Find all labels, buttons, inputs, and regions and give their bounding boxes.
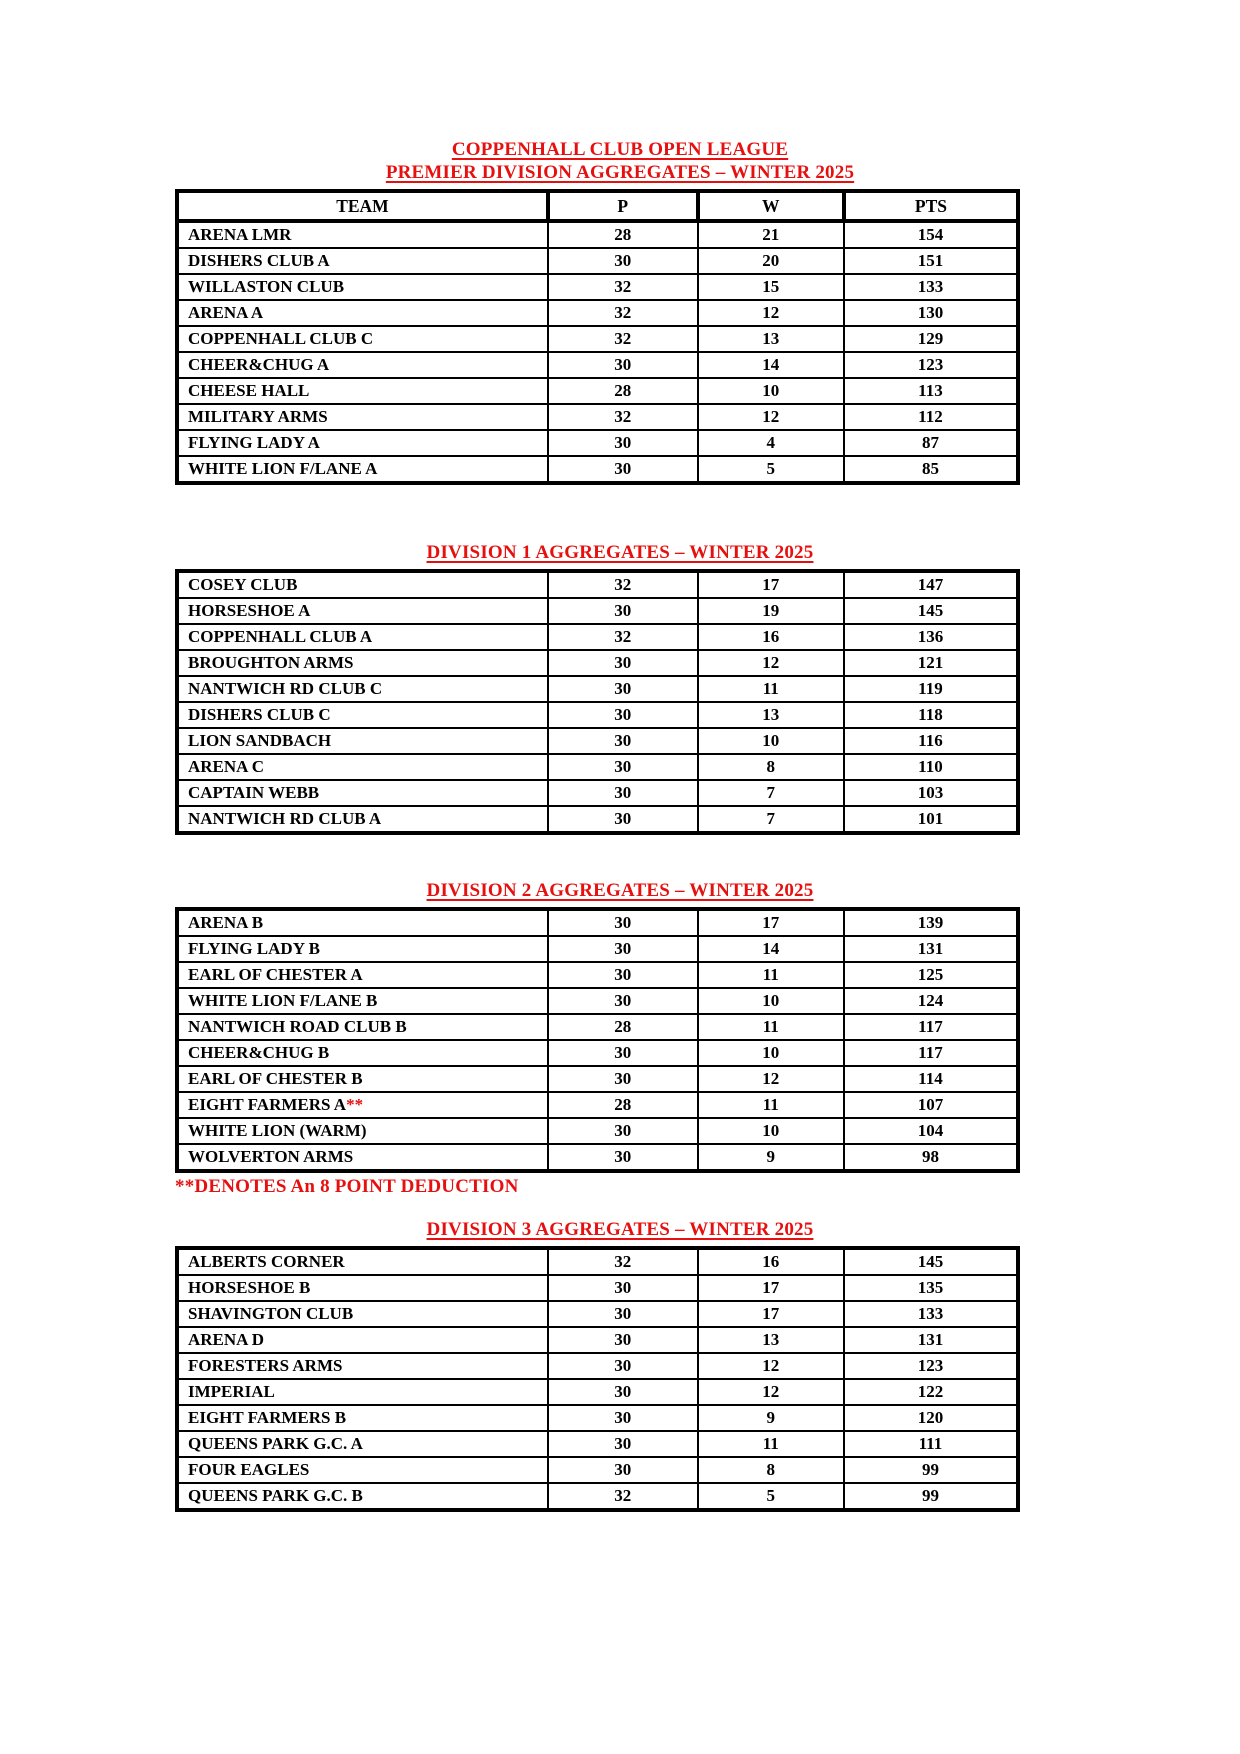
team-cell: HORSESHOE A <box>177 598 548 624</box>
played-cell: 30 <box>548 1431 698 1457</box>
points-cell: 85 <box>844 456 1018 483</box>
played-cell: 30 <box>548 1040 698 1066</box>
table-row <box>177 1431 1018 1457</box>
table-row <box>177 988 1018 1014</box>
team-cell: QUEENS PARK G.C. B <box>177 1483 548 1510</box>
played-cell: 32 <box>548 1248 698 1275</box>
played-cell: 30 <box>548 352 698 378</box>
points-cell: 101 <box>844 806 1018 833</box>
team-cell: ARENA C <box>177 754 548 780</box>
points-cell: 147 <box>844 571 1018 598</box>
points-cell: 131 <box>844 1327 1018 1353</box>
table-row <box>177 1118 1018 1144</box>
points-cell: 112 <box>844 404 1018 430</box>
wins-cell: 10 <box>698 378 844 404</box>
table-row <box>177 1457 1018 1483</box>
points-cell: 133 <box>844 274 1018 300</box>
points-cell: 119 <box>844 676 1018 702</box>
wins-cell: 9 <box>698 1144 844 1171</box>
table-row <box>177 1327 1018 1353</box>
table-row <box>177 274 1018 300</box>
wins-cell: 16 <box>698 1248 844 1275</box>
played-cell: 30 <box>548 1405 698 1431</box>
team-cell: ALBERTS CORNER <box>177 1248 548 1275</box>
deduction-mark: ** <box>346 1095 364 1114</box>
team-cell: NANTWICH ROAD CLUB B <box>177 1014 548 1040</box>
played-cell: 32 <box>548 274 698 300</box>
column-header-wins: W <box>698 191 844 221</box>
table-row <box>177 780 1018 806</box>
points-cell: 110 <box>844 754 1018 780</box>
wins-cell: 12 <box>698 650 844 676</box>
wins-cell: 7 <box>698 806 844 833</box>
table-row <box>177 404 1018 430</box>
wins-cell: 12 <box>698 1379 844 1405</box>
wins-cell: 13 <box>698 326 844 352</box>
division2-table <box>175 907 1020 1173</box>
played-cell: 30 <box>548 1457 698 1483</box>
wins-cell: 7 <box>698 780 844 806</box>
team-cell: LION SANDBACH <box>177 728 548 754</box>
points-cell: 135 <box>844 1275 1018 1301</box>
points-cell: 103 <box>844 780 1018 806</box>
played-cell: 30 <box>548 728 698 754</box>
team-cell: WHITE LION F/LANE B <box>177 988 548 1014</box>
points-cell: 122 <box>844 1379 1018 1405</box>
wins-cell: 10 <box>698 728 844 754</box>
table-row <box>177 702 1018 728</box>
table-row <box>177 728 1018 754</box>
played-cell: 30 <box>548 1066 698 1092</box>
wins-cell: 10 <box>698 1040 844 1066</box>
points-cell: 116 <box>844 728 1018 754</box>
played-cell: 30 <box>548 1275 698 1301</box>
wins-cell: 4 <box>698 430 844 456</box>
points-cell: 125 <box>844 962 1018 988</box>
points-cell: 117 <box>844 1040 1018 1066</box>
wins-cell: 11 <box>698 1014 844 1040</box>
team-cell <box>177 1092 548 1118</box>
played-cell: 32 <box>548 404 698 430</box>
team-cell: ARENA A <box>177 300 548 326</box>
played-cell: 30 <box>548 1353 698 1379</box>
wins-cell: 12 <box>698 1353 844 1379</box>
table-row <box>177 936 1018 962</box>
wins-cell: 17 <box>698 1275 844 1301</box>
played-cell: 30 <box>548 598 698 624</box>
table-header-row <box>177 191 1018 221</box>
table-row <box>177 221 1018 248</box>
played-cell: 28 <box>548 221 698 248</box>
wins-cell: 20 <box>698 248 844 274</box>
column-header-played: P <box>548 191 698 221</box>
table-row <box>177 352 1018 378</box>
league-title: COPPENHALL CLUB OPEN LEAGUE <box>451 139 789 160</box>
table-row <box>177 1301 1018 1327</box>
points-cell: 131 <box>844 936 1018 962</box>
table-row <box>177 754 1018 780</box>
table-row <box>177 1066 1018 1092</box>
wins-cell: 21 <box>698 221 844 248</box>
points-cell: 99 <box>844 1457 1018 1483</box>
wins-cell: 13 <box>698 1327 844 1353</box>
played-cell: 30 <box>548 1118 698 1144</box>
points-cell: 133 <box>844 1301 1018 1327</box>
played-cell: 30 <box>548 650 698 676</box>
played-cell: 30 <box>548 962 698 988</box>
wins-cell: 14 <box>698 936 844 962</box>
played-cell: 30 <box>548 248 698 274</box>
team-cell: ARENA D <box>177 1327 548 1353</box>
team-cell: EIGHT FARMERS B <box>177 1405 548 1431</box>
played-cell: 30 <box>548 1327 698 1353</box>
team-cell: FOUR EAGLES <box>177 1457 548 1483</box>
played-cell: 32 <box>548 300 698 326</box>
table-row <box>177 378 1018 404</box>
division3-title: DIVISION 3 AGGREGATES – WINTER 2025 <box>426 1219 814 1240</box>
played-cell: 30 <box>548 754 698 780</box>
points-cell: 98 <box>844 1144 1018 1171</box>
wins-cell: 17 <box>698 1301 844 1327</box>
played-cell: 32 <box>548 624 698 650</box>
wins-cell: 14 <box>698 352 844 378</box>
wins-cell: 15 <box>698 274 844 300</box>
wins-cell: 8 <box>698 754 844 780</box>
points-cell: 145 <box>844 1248 1018 1275</box>
wins-cell: 12 <box>698 300 844 326</box>
wins-cell: 17 <box>698 909 844 936</box>
points-cell: 124 <box>844 988 1018 1014</box>
team-cell: COSEY CLUB <box>177 571 548 598</box>
played-cell: 30 <box>548 456 698 483</box>
wins-cell: 16 <box>698 624 844 650</box>
team-cell: HORSESHOE B <box>177 1275 548 1301</box>
points-cell: 114 <box>844 1066 1018 1092</box>
team-cell: COPPENHALL CLUB A <box>177 624 548 650</box>
points-cell: 123 <box>844 1353 1018 1379</box>
played-cell: 30 <box>548 430 698 456</box>
points-cell: 145 <box>844 598 1018 624</box>
table-row <box>177 1405 1018 1431</box>
points-cell: 117 <box>844 1014 1018 1040</box>
column-header-team: TEAM <box>177 191 548 221</box>
table-row <box>177 1379 1018 1405</box>
points-cell: 87 <box>844 430 1018 456</box>
played-cell: 30 <box>548 780 698 806</box>
played-cell: 30 <box>548 1144 698 1171</box>
table-row <box>177 676 1018 702</box>
wins-cell: 11 <box>698 1431 844 1457</box>
team-cell: FORESTERS ARMS <box>177 1353 548 1379</box>
wins-cell: 11 <box>698 676 844 702</box>
team-cell: WOLVERTON ARMS <box>177 1144 548 1171</box>
table-row <box>177 1014 1018 1040</box>
table-row <box>177 300 1018 326</box>
table-row <box>177 624 1018 650</box>
column-header-points: PTS <box>844 191 1018 221</box>
team-cell: CAPTAIN WEBB <box>177 780 548 806</box>
points-cell: 151 <box>844 248 1018 274</box>
team-cell: BROUGHTON ARMS <box>177 650 548 676</box>
played-cell: 30 <box>548 909 698 936</box>
wins-cell: 9 <box>698 1405 844 1431</box>
table-row <box>177 430 1018 456</box>
premier-division-table <box>175 189 1020 485</box>
page-title-block <box>0 138 1240 184</box>
points-cell: 136 <box>844 624 1018 650</box>
table-row <box>177 326 1018 352</box>
wins-cell: 11 <box>698 1092 844 1118</box>
table-row <box>177 1248 1018 1275</box>
played-cell: 30 <box>548 1379 698 1405</box>
points-cell: 111 <box>844 1431 1018 1457</box>
points-cell: 139 <box>844 909 1018 936</box>
table-row <box>177 806 1018 833</box>
played-cell: 28 <box>548 1092 698 1118</box>
points-cell: 118 <box>844 702 1018 728</box>
points-cell: 104 <box>844 1118 1018 1144</box>
team-cell: MILITARY ARMS <box>177 404 548 430</box>
division1-title: DIVISION 1 AGGREGATES – WINTER 2025 <box>426 542 814 563</box>
played-cell: 30 <box>548 936 698 962</box>
played-cell: 30 <box>548 702 698 728</box>
table-row <box>177 248 1018 274</box>
table-row <box>177 456 1018 483</box>
wins-cell: 19 <box>698 598 844 624</box>
points-cell: 130 <box>844 300 1018 326</box>
division1-table <box>175 569 1020 835</box>
table-row <box>177 571 1018 598</box>
table-row <box>177 962 1018 988</box>
points-cell: 99 <box>844 1483 1018 1510</box>
team-cell: IMPERIAL <box>177 1379 548 1405</box>
team-cell: ARENA B <box>177 909 548 936</box>
table-row <box>177 1144 1018 1171</box>
team-cell: QUEENS PARK G.C. A <box>177 1431 548 1457</box>
team-cell: WILLASTON CLUB <box>177 274 548 300</box>
team-cell: CHEER&CHUG A <box>177 352 548 378</box>
table-row <box>177 1353 1018 1379</box>
wins-cell: 11 <box>698 962 844 988</box>
team-cell: DISHERS CLUB C <box>177 702 548 728</box>
played-cell: 32 <box>548 326 698 352</box>
points-cell: 129 <box>844 326 1018 352</box>
team-cell: CHEESE HALL <box>177 378 548 404</box>
team-cell: FLYING LADY B <box>177 936 548 962</box>
wins-cell: 13 <box>698 702 844 728</box>
team-cell: ARENA LMR <box>177 221 548 248</box>
points-cell: 113 <box>844 378 1018 404</box>
table-row <box>177 1092 1018 1118</box>
table-row <box>177 650 1018 676</box>
points-cell: 154 <box>844 221 1018 248</box>
played-cell: 30 <box>548 676 698 702</box>
wins-cell: 5 <box>698 1483 844 1510</box>
wins-cell: 10 <box>698 988 844 1014</box>
team-cell: FLYING LADY A <box>177 430 548 456</box>
played-cell: 30 <box>548 1301 698 1327</box>
table-row <box>177 1040 1018 1066</box>
team-cell: WHITE LION (WARM) <box>177 1118 548 1144</box>
played-cell: 30 <box>548 988 698 1014</box>
team-cell: COPPENHALL CLUB C <box>177 326 548 352</box>
team-cell: NANTWICH RD CLUB A <box>177 806 548 833</box>
team-cell: EARL OF CHESTER B <box>177 1066 548 1092</box>
team-cell: CHEER&CHUG B <box>177 1040 548 1066</box>
points-cell: 123 <box>844 352 1018 378</box>
team-cell: EARL OF CHESTER A <box>177 962 548 988</box>
division2-title: DIVISION 2 AGGREGATES – WINTER 2025 <box>426 880 814 901</box>
points-cell: 107 <box>844 1092 1018 1118</box>
table-row <box>177 909 1018 936</box>
played-cell: 28 <box>548 378 698 404</box>
team-cell: NANTWICH RD CLUB C <box>177 676 548 702</box>
wins-cell: 17 <box>698 571 844 598</box>
points-cell: 121 <box>844 650 1018 676</box>
wins-cell: 12 <box>698 404 844 430</box>
wins-cell: 12 <box>698 1066 844 1092</box>
points-cell: 120 <box>844 1405 1018 1431</box>
points-deduction-footnote: **DENOTES An 8 POINT DEDUCTION <box>175 1176 519 1197</box>
wins-cell: 8 <box>698 1457 844 1483</box>
table-row <box>177 1483 1018 1510</box>
premier-division-title: PREMIER DIVISION AGGREGATES – WINTER 2025 <box>385 162 855 183</box>
team-cell: WHITE LION F/LANE A <box>177 456 548 483</box>
division3-table <box>175 1246 1020 1512</box>
played-cell: 28 <box>548 1014 698 1040</box>
played-cell: 32 <box>548 1483 698 1510</box>
played-cell: 32 <box>548 571 698 598</box>
team-cell: DISHERS CLUB A <box>177 248 548 274</box>
table-row <box>177 598 1018 624</box>
table-row <box>177 1275 1018 1301</box>
team-name: EIGHT FARMERS A <box>188 1095 347 1114</box>
wins-cell: 10 <box>698 1118 844 1144</box>
played-cell: 30 <box>548 806 698 833</box>
wins-cell: 5 <box>698 456 844 483</box>
team-cell: SHAVINGTON CLUB <box>177 1301 548 1327</box>
